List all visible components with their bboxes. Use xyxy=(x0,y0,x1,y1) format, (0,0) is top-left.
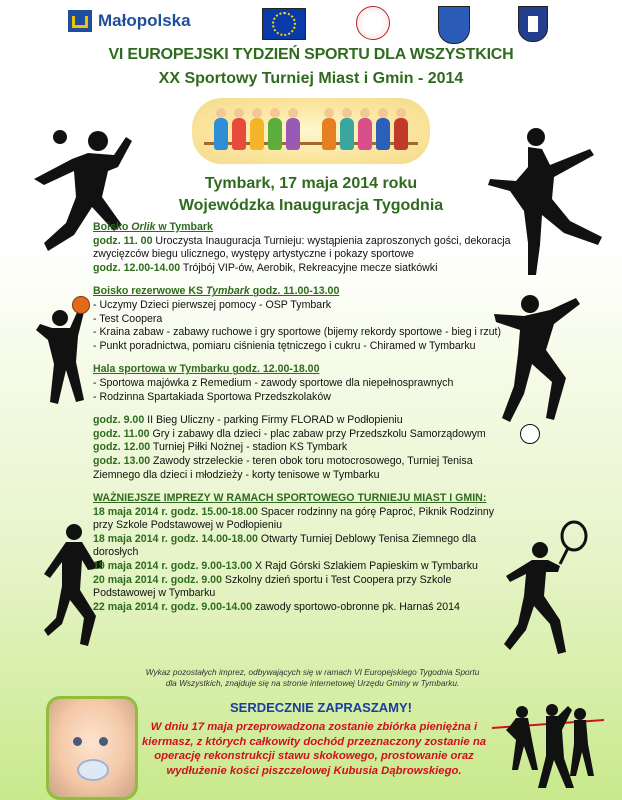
malopolska-logo xyxy=(68,10,191,32)
malopolska-mark-icon xyxy=(68,10,92,32)
event-item: 19 maja 2014 r. godz. 9.00-13.00 X Rajd Górski Szlakiem Papieskim w Tymbarku xyxy=(93,560,478,573)
event-subtitle: XX Sportowy Turniej Miast i Gmin - 2014 xyxy=(158,70,464,87)
website-note: Wykaz pozostałych imprez, odbywających się w ramach VI Europejskiego Tygodnia Sportu dla Wszystkich, znajduje się na stronie internetowej Urzędu Gminy w Tymbarku. xyxy=(145,667,480,688)
list-item: - Sportowa majówka z Remedium - zawody sportowe dla niepełnosprawnych xyxy=(93,376,454,389)
section-heading-rezerwowe: Boisko rezerwowe KS Tymbark godz. 11.00-13.00 xyxy=(93,285,340,298)
schedule-item: godz. 12.00 Turniej Piłki Nożnej - stadion KS Tymbark xyxy=(93,441,348,454)
event-title: VI EUROPEJSKI TYDZIEŃ SPORTU DLA WSZYSTKICH xyxy=(108,46,514,63)
program-item: godz. 12.00-14.00 Trójbój VIP-ów, Aerobik, Rekreacyjne mecze siatkówki xyxy=(93,261,438,274)
list-item: - Rodzinna Spartakiada Sportowa Przedszkolaków xyxy=(93,390,331,403)
event-item: 18 maja 2014 r. godz. 14.00-18.00 Otwarty Turniej Deblowy Tenisa Ziemnego dla dorosłych xyxy=(93,532,477,559)
program-content xyxy=(93,221,513,614)
event-item: 18 maja 2014 r. godz. 15.00-18.00 Spacer rodzinny na górę Paproć, Piknik Rodzinny przy Szkole Podstawowej w Podłopieniu xyxy=(93,505,495,532)
list-item: - Test Coopera xyxy=(93,312,163,325)
schedule-item: godz. 13.00 Zawody strzeleckie - teren obok toru motocrosowego, Turniej Tenisa Ziemnego dla dzieci i młodzieży - korty tenisowe w Tymbarku xyxy=(93,454,473,481)
soccer-ball-icon xyxy=(520,424,540,444)
basketball-player-silhouette xyxy=(26,300,96,420)
basketball-icon xyxy=(72,296,90,314)
pacifier-icon xyxy=(77,759,109,781)
runners-finish-silhouette xyxy=(488,700,608,795)
tymbark-coat-of-arms-icon xyxy=(438,6,470,44)
malopolska-wordmark: Małopolska xyxy=(98,11,191,30)
event-item: 20 maja 2014 r. godz. 9.00 Szkolny dzień sportu i Test Coopera przy Szkole Podstawowej w Tymbarku xyxy=(93,573,452,600)
federation-emblem-icon xyxy=(356,6,390,42)
place-date: Tymbark, 17 maja 2014 roku xyxy=(204,175,418,192)
eu-flag-icon xyxy=(262,8,306,40)
schedule-item: godz. 9.00 II Bieg Uliczny - parking Firmy FLORAD w Podłopieniu xyxy=(93,414,403,427)
fundraiser-appeal: W dniu 17 maja przeprowadzona zostanie zbiórka pieniężna i kiermasz, z których całkowity dochód przeznaczony zostanie na operację rekonstrukcji stawu skokowego, prostowanie oraz wydłużenie kości piszczelowej Kubusia Dąbrowskiego. xyxy=(141,721,487,777)
list-item: - Kraina zabaw - zabawy ruchowe i gry sportowe (bijemy rekordy sportowe - bieg i rzut) xyxy=(93,326,502,339)
tug-of-war-illustration xyxy=(192,98,430,164)
schedule-item: godz. 11.00 Gry i zabawy dla dzieci - plac zabaw przy Przedszkolu Samorządowym xyxy=(93,427,486,440)
list-item: - Uczymy Dzieci pierwszej pomocy - OSP Tymbark xyxy=(93,298,332,311)
event-item: 22 maja 2014 r. godz. 9.00-14.00 zawody sportowo-obronne pk. Harnaś 2014 xyxy=(93,600,460,613)
section-heading-hala: Hala sportowa w Tymbarku godz. 12.00-18.00 xyxy=(93,363,320,376)
child-photo xyxy=(46,696,138,800)
section-heading-orlik: Boisko Orlik w Tymbark xyxy=(93,221,213,233)
logo-bar xyxy=(0,6,622,46)
list-item: - Punkt poradnictwa, pomiaru ciśnienia tętniczego i cukru - Chiramed w Tymbarku xyxy=(93,339,476,352)
district-coat-of-arms-icon xyxy=(518,6,548,42)
inauguration-subtitle: Wojewódzka Inauguracja Tygodnia xyxy=(178,197,444,214)
invitation-heading: SERDECZNIE ZAPRASZAMY! xyxy=(230,700,413,715)
program-item: godz. 11. 00 Uroczysta Inauguracja Turnieju: wystąpienia zaproszonych gości, dekoracja zwycięzców biegu ulicznego, występy artystyczne i pokazy sportowe xyxy=(93,234,511,261)
section-heading-important: WAŻNIEJSZE IMPREZY W RAMACH SPORTOWEGO TURNIEJU MIAST I GMIN: xyxy=(93,492,487,505)
